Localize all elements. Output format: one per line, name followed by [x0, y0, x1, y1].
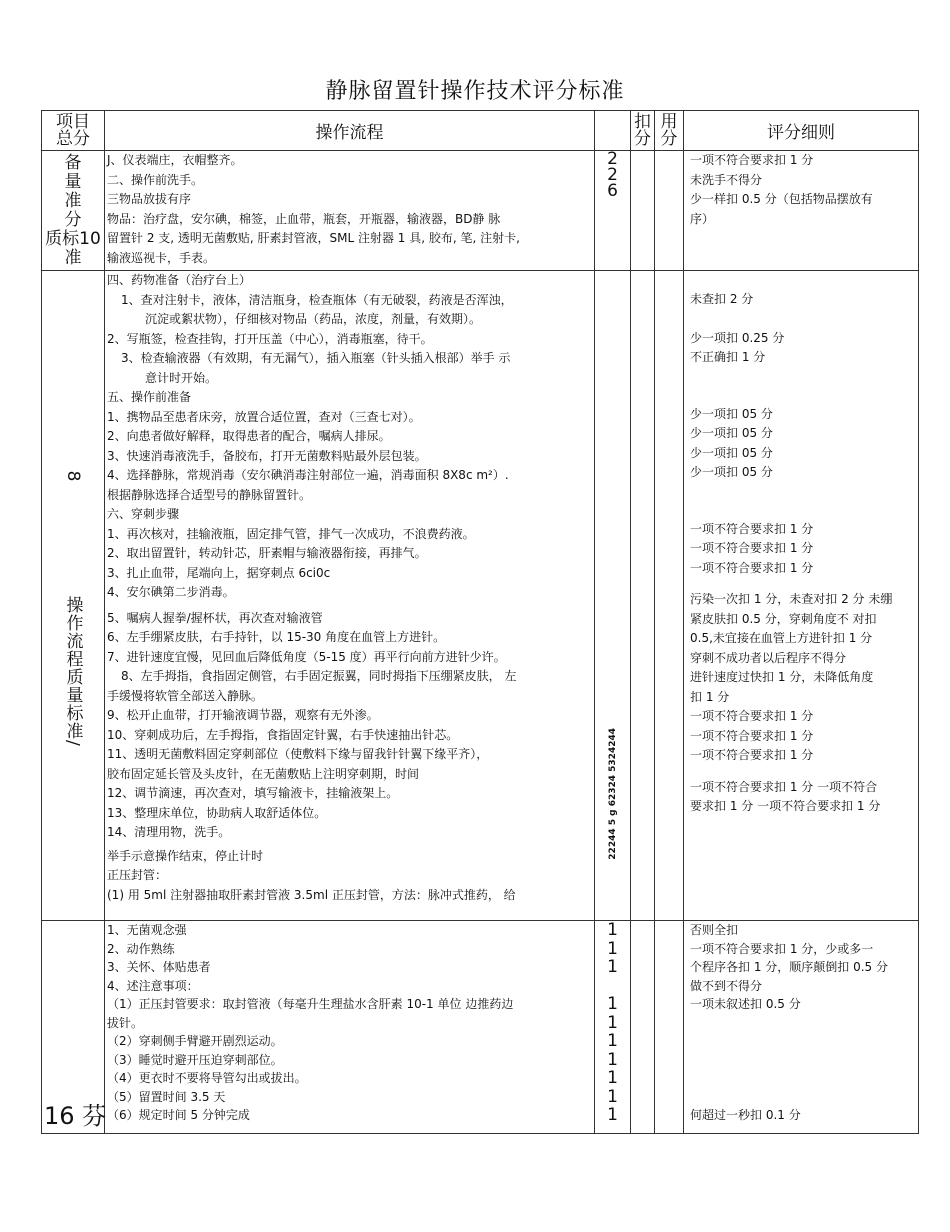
points-value: 1 [607, 994, 618, 1014]
header-total-label: 总分 [56, 128, 90, 149]
detail-line: 紧皮肤扣 0.5 分，穿刺角度不 对扣 [690, 611, 877, 626]
process-line: 1、携物品至患者床旁，放置合适位置，查对（三查七对）。 [107, 409, 421, 424]
section3-category-text: 16 芬 [44, 1102, 107, 1130]
section2-points [595, 271, 631, 921]
detail-line: 0.5,未宜接在血管上方进针扣 1 分 [690, 631, 873, 645]
points-value: 6 [607, 181, 618, 201]
detail-line: 污染一次扣 1 分，未查对扣 2 分 未绷 [690, 592, 893, 606]
process-line: 1、无菌观念强 [107, 923, 187, 937]
detail-line: 要求扣 1 分 一项不符合要求扣 1 分 [690, 799, 881, 813]
section-preparation [42, 151, 919, 271]
process-line: 14、清理用物，洗手。 [107, 825, 231, 839]
points-value: 1 [607, 1068, 618, 1088]
section-quality [42, 921, 919, 1134]
process-line: 4、安尔碘第二步消毒。 [107, 585, 235, 599]
process-line: 物品：治疗盘，安尔碘，棉签，止血带，瓶套，开瓶器，输液器，BD静 脉 [107, 211, 501, 226]
detail-line: 少一项扣 05 分 [690, 445, 773, 460]
detail-line: 一项不符合要求扣 1 分 [690, 560, 814, 575]
process-line: 12、调节滴速，再次查对，填写输液卡，挂输液架上。 [107, 786, 399, 800]
section2-deduct [631, 271, 655, 921]
process-line: 9、松开止血带，打开输液调节器，观察有无外渗。 [107, 708, 379, 722]
process-line: （1）正压封管要求：取封管液（每毫升生理盐水含肝素 10-1 单位 边推药边 [107, 997, 514, 1011]
process-line: 六、穿刺步骤 [107, 507, 180, 521]
cat1-line: 备 [64, 152, 82, 173]
points-value: 1 [607, 938, 618, 959]
process-line: 拔针。 [107, 1015, 144, 1030]
header-used-2: 分 [660, 128, 678, 149]
points-value: 2 [607, 149, 618, 169]
detail-line: 一项不符合要求扣 1 分 [690, 748, 814, 762]
points-value: 1 [607, 1105, 618, 1125]
process-line: 根据静脉选择合适型号的静脉留置针。 [107, 487, 312, 502]
detail-line: 扣 1 分 [690, 689, 730, 704]
header-detail: 评分细则 [684, 111, 919, 151]
section3-detail [684, 921, 919, 1134]
process-line: 3、扎止血带，尾端向上，据穿刺点 6ci0c [107, 565, 331, 580]
process-line: 二、操作前洗手。 [107, 172, 204, 187]
process-line: 4、述注意事项： [107, 978, 199, 993]
section3-category [42, 921, 105, 1134]
process-line: 11、透明无菌敷料固定穿刺部位（使敷料下缘与留我针针翼下缘平齐）， [107, 747, 489, 761]
detail-line: 一项不符合要求扣 1 分 [690, 153, 814, 167]
section1-process [105, 151, 595, 271]
detail-line: 做不到不得分 [690, 978, 763, 993]
process-line: 2、向患者做好解释，取得患者的配合，嘱病人排尿。 [107, 429, 391, 443]
points-value: 1 [607, 1012, 618, 1033]
process-line: 手缓慢将软管全部送入静脉。 [107, 688, 264, 703]
detail-line: 个程序各扣 1 分，顺序颠倒扣 0.5 分 [690, 960, 888, 974]
cat1-line: 质标10 [45, 228, 101, 249]
points-value: 1 [607, 1086, 618, 1107]
process-line: 5、嘱病人握拳/握杯状，再次查对输液管 [107, 610, 323, 625]
process-line: 3、检查输液器（有效期，有无漏气），插入瓶塞（针头插入根部）举手 示 [121, 351, 511, 365]
detail-line: 一项不符合要求扣 1 分，少或多一 [690, 941, 874, 956]
points-value: 1 [607, 957, 618, 977]
header-item-total [42, 111, 105, 151]
cat2-num: 8 [63, 470, 83, 482]
process-line: 意计时开始。 [145, 370, 218, 385]
section2-process [105, 271, 595, 921]
section3-process [105, 921, 595, 1134]
process-line: J、仪表端庄，衣帽整齐。 [107, 153, 243, 167]
cat2-text: 操作流程质量标准/ [62, 595, 83, 747]
header-deduct [631, 111, 655, 151]
points-value: 1 [607, 1049, 618, 1070]
process-line: 3、快速消毒液洗手，备胶布，打开无菌敷料贴最外层包装。 [107, 448, 427, 463]
detail-line: 否则全扣 [690, 923, 739, 937]
points-spacer [595, 977, 630, 996]
detail-line: 少一样扣 0.5 分（包括物品摆放有 [690, 192, 873, 206]
process-line: （6）规定时间 5 分钟完成 [107, 1108, 250, 1122]
section1-category [42, 151, 105, 271]
header-used-1: 用 [660, 111, 678, 132]
detail-line: 一项不符合要求扣 1 分 [690, 521, 814, 536]
section2-used [655, 271, 684, 921]
process-line: 举手示意操作结束，停止计时 [107, 848, 264, 863]
process-line: (1) 用 5ml 注射器抽取肝素封管液 3.5ml 正压封管，方法：脉冲式推药， 给 [107, 887, 516, 902]
cat1-line: 准 [64, 247, 82, 268]
section-operation [42, 271, 919, 921]
detail-line: 少一项扣 05 分 [690, 465, 773, 479]
section2-points-vertical: 22244 5 g 62324 5324244 [607, 728, 618, 860]
section1-deduct [631, 151, 655, 271]
page-title: 静脉留置针操作技术评分标准 [325, 79, 625, 104]
header-row [42, 111, 919, 151]
process-line: 留置针 2 支, 透明无菌敷贴, 肝素封管液，SML 注射器 1 具, 胶布, 笔, 注射卡, [107, 231, 520, 245]
detail-line: 未洗手不得分 [690, 172, 763, 187]
detail-line: 未查扣 2 分 [690, 292, 754, 306]
process-line: 10、穿刺成功后，左手拇指，食指固定针翼，右手快速抽出针芯。 [107, 727, 459, 742]
process-line: 胶布固定延长管及头皮针，在无菌敷贴上注明穿刺期，时间 [107, 766, 420, 781]
scoring-table [41, 110, 919, 1134]
process-line: 13、整理床单位，协助病人取舒适体位。 [107, 805, 327, 820]
process-line: 五、操作前准备 [107, 390, 192, 404]
section3-deduct [631, 921, 655, 1134]
section1-used [655, 151, 684, 271]
process-line: （3）睡觉时避开压迫穿刺部位。 [107, 1052, 283, 1067]
detail-line: 进针速度过快扣 1 分，未降低角度 [690, 670, 874, 684]
cat1-line: 分 [64, 209, 82, 230]
process-line: 1、查对注射卡，液体，清洁瓶身，检查瓶体（有无破裂，药液是否浑浊， [121, 292, 513, 307]
process-line: 输液巡视卡，手表。 [107, 250, 216, 265]
process-line: 2、取出留置针，转动针芯，肝素帽与输液器衔接，再排气。 [107, 546, 427, 560]
points-value: 2 [607, 165, 618, 185]
process-line: （5）留置时间 3.5 天 [107, 1089, 226, 1104]
section3-used [655, 921, 684, 1134]
detail-line: 少一项扣 05 分 [690, 406, 773, 421]
detail-line: 一项未叙述扣 0.5 分 [690, 997, 801, 1011]
section1-points [595, 151, 631, 271]
detail-line: 序） [690, 211, 715, 226]
section1-detail [684, 151, 919, 271]
header-deduct-2: 分 [634, 128, 651, 149]
process-line: 7、进针速度宜慢，见回血后降低角度（5-15 度）再平行向前方进针少许。 [107, 649, 506, 664]
section2-category [42, 271, 105, 921]
cat1-line: 准 [64, 190, 82, 211]
process-line: 正压封管： [107, 868, 168, 882]
process-line: 6、左手绷紧皮肤，右手持针，以 15-30 角度在血管上方进针。 [107, 630, 446, 644]
cat1-line: 量 [64, 171, 82, 192]
detail-line: 一项不符合要求扣 1 分 [690, 709, 814, 723]
header-used [655, 111, 684, 151]
process-line: （2）穿刺侧手臂避开剧烈运动。 [107, 1034, 283, 1048]
process-line: 2、写瓶签，检查挂钩，打开压盖（中心），消毒瓶塞，待干。 [107, 331, 433, 346]
detail-line: 少一项扣 0.25 分 [690, 330, 785, 345]
detail-line: 一项不符合要求扣 1 分 [690, 728, 814, 743]
process-line: 三物品放拔有序 [107, 192, 192, 206]
points-value: 1 [607, 1031, 618, 1051]
header-blank [595, 111, 631, 151]
process-line: 8、左手拇指，食指固定侧管，右手固定振翼，同时拇指下压绷紧皮肤， 左 [121, 669, 517, 683]
header-item-label: 项目 [56, 111, 90, 132]
process-line: 2、动作熟练 [107, 941, 175, 956]
points-value: 1 [607, 920, 618, 940]
detail-line: 少一项扣 05 分 [690, 426, 773, 440]
process-line: 四、药物准备（治疗台上） [107, 273, 252, 287]
process-line: 4、选择静脉，常规消毒（安尔碘消毒注射部位一遍，消毒面积 8X8c m²）. [107, 468, 509, 482]
detail-line: 一项不符合要求扣 1 分 一项不符合 [690, 779, 878, 794]
detail-line: 何超过一秒扣 0.1 分 [690, 1107, 801, 1122]
process-line: 1、再次核对，挂输液瓶，固定排气管，排气一次成功，不浪费药液。 [107, 526, 475, 541]
section2-detail [684, 271, 919, 921]
detail-line: 一项不符合要求扣 1 分 [690, 541, 814, 555]
header-process: 操作流程 [105, 111, 595, 151]
detail-line: 穿刺不成功者以后程序不得分 [690, 650, 847, 665]
header-deduct-1: 扣 [634, 111, 651, 132]
process-line: 3、关怀、体贴患者 [107, 960, 211, 974]
process-line: 沉淀或絮状物），仔细核对物品（药品，浓度，剂量，有效期）。 [145, 312, 482, 326]
section3-points [595, 921, 631, 1134]
detail-line: 不正确扣 1 分 [690, 350, 766, 364]
process-line: （4）更衣时不要将导管勾出或拔出。 [107, 1071, 307, 1085]
